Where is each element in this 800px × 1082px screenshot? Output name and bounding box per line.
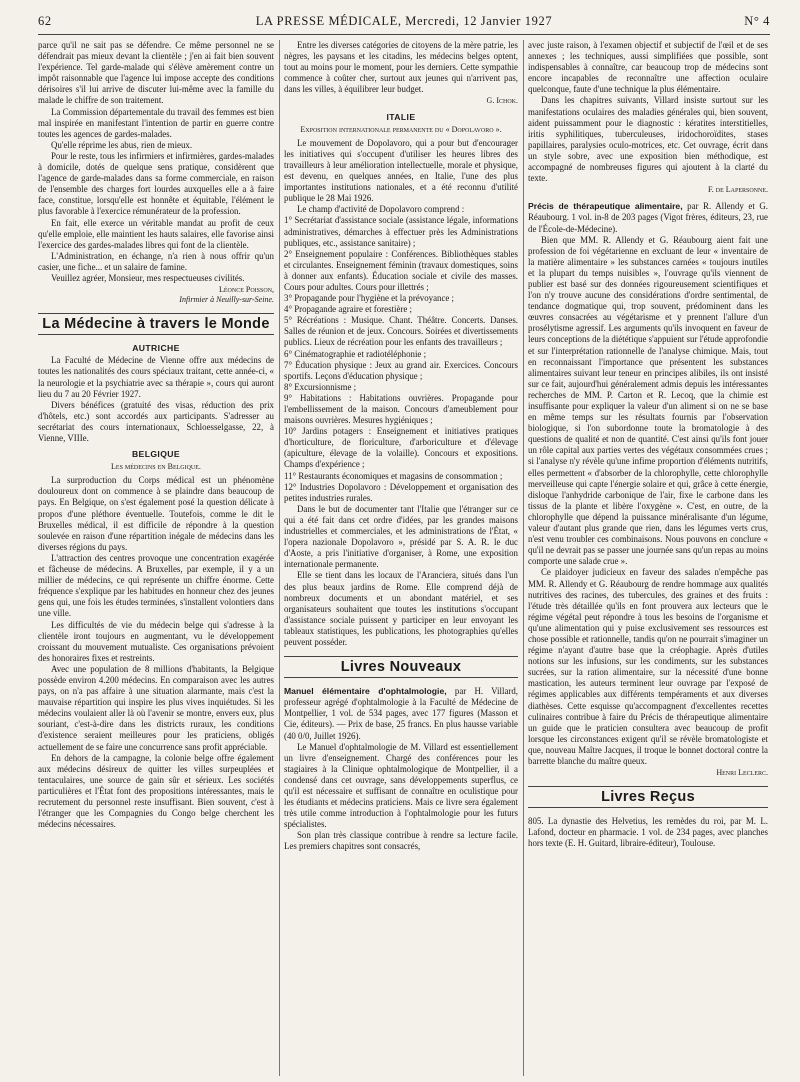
column-divider <box>523 40 524 1076</box>
paragraph: En dehors de la campagne, la colonie belge offre également aux médecins désireux de quitter les villes surpeuplées et tentaculaires, une source de gain sûr et sérieux. Les sociétés particulières et l'État font des propositions intéressantes, mais le recrutement du personnel reste insuffisant. Bien souvent, c'est à l'étranger que les Compagnies du Congo belge cherchent les médecins nécessaires. <box>38 752 274 830</box>
paragraph: Entre les diverses catégories de citoyens de la mère patrie, les nègres, les paysans et les citadins, les médecins belges optent, tout au moins pour le moment, pour les derniers. Cette sympathie commence à coûter cher, surtout aux jeunes qui n'arrivent pas, dans les villes, à équilibrer leur budget. <box>284 40 518 95</box>
list-item: 6° Cinématographie et radiotéléphonie ; <box>284 348 427 359</box>
paragraph: Qu'elle réprime les abus, rien de mieux. <box>51 139 193 150</box>
book-title: Précis de thérapeutique alimentaire, <box>528 201 683 212</box>
issue-number: N° 4 <box>744 14 770 28</box>
book-entry <box>284 686 518 741</box>
page-number: 62 <box>38 14 52 28</box>
paragraph: La Commission départementale du travail des femmes est bien mal inspirée en manifestant l'intention de partir en guerre contre toutes les agences de gardes-malades. <box>38 106 274 139</box>
list-item: 1° Secrétariat d'assistance sociale (assistance légale, informations administratives, démarches à effectuer près les Administrations publiques, etc., assistance sanitaire) ; <box>284 215 518 248</box>
column-3 <box>528 40 768 1076</box>
list-item: 9° Habitations : Habitations ouvrières. Propagande pour l'embellissement de la maison. Concours d'ameublement pour maisons ouvrières. Mesures hygiéniques ; <box>284 392 518 426</box>
paragraph: L'attraction des centres provoque une concentration exagérée et fâcheuse de médecins. A Bruxelles, par exemple, il y a un millier de médecins, ce qui représente un chiffre énorme. Cette fréquence s'explique par les habitudes en honneur chez des jeunes gens qui, une fois les études terminées, s'installent volontiers dans une ville. <box>38 552 274 619</box>
paragraph: Bien que MM. R. Allendy et G. Réaubourg aient fait une profession de foi végétarienne en excluant de leur « inventaire de la matière alimentaire » les substances carnées « toujours inutiles et la plupart du temps nuisibles », l'ouvrage qu'ils viennent de publier est basé sur des données rigoureusement scientifiques et l'on n'y trouve aucune des considérations d'ordre sentimental, de tendance dogmatique qui, trop souvent, prédominent dans les œuvres consacrées au végétarisme et y prennent l'allure d'un prosélytisme agressif. Les arguments qu'ils invoquent en faveur de leurs conceptions de la diététique s'appuient sur l'étude approfondie et sur l'interprétation rationnelle de l'analyse chimique. Mais, tout en reconnaissant l'importance que présentent les substances alimentaires suivant leur teneur en principes alibiles, ils ont insisté sur ce fait, aujourd'hui généralement admis depuis les intéressantes recherches de MM. P. Carton et R. Lecoq, que la chimie est insuffisante pour expliquer la valeur d'un aliment si on ne se base en même temps sur les résultats fournis par l'observation biologique, si l'on subordonne toute la bromatologie à des questions de qualité et non de quantité. C'est ainsi qu'ils font jouer un rôle capital aux parties vertes des végétaux consommées crues ; si l'analyse n'y révèle qu'une infime proportion d'éléments nutritifs, elles permettent « d'absorber de la chlorophylle, cette chlorophylle merveilleuse qui capte l'énergie solaire et qui, grâce à cette énergie, disloque l'anhydride carbonique de l'air, fixe le carbone dans les tissus de la plante et libère l'oxygène ». C'est, en outre, de la chlorophylle que dépend la puissance minéralisante d'un légume, valeur d'autant plus grande que rien, dans les légumes verts crus, n'est venu troubler ces combinaisons. Nous pouvons en conclure « qu'il ne devrait pas se passer une journée sans qu'un repas au moins comporte une salade crue ». <box>528 234 768 567</box>
subheading: Les médecins en Belgique. <box>111 462 201 472</box>
paragraph: Veuillez agréer, Monsieur, mes respectueuses civilités. <box>51 272 245 283</box>
book-meta: par R. Allendy et G. Réaubourg. 1 vol. in-8 de 203 pages (Vigot frères, éditeurs, 23, rue de l'École-de-Médecine). <box>528 201 768 234</box>
paragraph: Elle se tient dans les locaux de l'Aranciera, situés dans l'un des plus beaux jardins de Rome. Elle comprend déjà de nombreux documents et un abondant matériel, et ses organisateurs souhaitent que toutes les institutions s'occupant d'assistance sociale puissent y participer en leur envoyant les tableaux statistiques, les publications, les photographies qu'elles peuvent posséder. <box>284 570 518 647</box>
country-heading-austria: AUTRICHE <box>132 343 180 354</box>
letter-signature-name: Léonce Poisson, <box>218 285 274 295</box>
book-meta: par H. Villard, professeur agrégé d'ophtalmologie à la Faculté de Médecine de Montpellier, 1 vol. de 534 pages, avec 177 figures (Masson et Cie, éditeurs). — Prix de base, 25 francs. En plus hausse variable (40 0/0, Juillet 1926). <box>284 686 518 741</box>
list-item: 2° Enseignement populaire : Conférences. Bibliothèques stables et circulantes. Enseignement féminin (travaux domestiques, soins à donner aux enfants). Éducation sociale et civile des masses. Cours pour adultes. Cours pour illettrés ; <box>284 248 518 292</box>
column-2 <box>284 40 518 1076</box>
list-item: 7° Éducation physique : Jeux au grand air. Exercices. Concours sportifs. Leçons d'éducation physique ; <box>284 359 518 381</box>
paragraph: Dans le but de documenter tant l'Italie que l'étranger sur ce qui a été fait dans cet ordre d'idées, par les grandes maisons industrielles et commerciales, et les administrations de l'État, « l'opera nazionale Dopolavoro », présidé par S. A. R. le duc d'Aoste, a pris l'initiative d'organiser, à Rome, une exposition internationale permanente. <box>284 503 518 570</box>
country-heading-italy: ITALIE <box>386 111 416 122</box>
paragraph: La Faculté de Médecine de Vienne offre aux médecins de toutes les nationalités des cours spéciaux traitant, cette année-ci, « la neurologie et la psychiatrie avec sa thérapie », cours qui auront lieu du 7 au 20 Février 1927. <box>38 355 274 399</box>
paragraph: L'Administration, en échange, n'a rien à nous offrir qu'un casier, une fiche... et un salaire de famine. <box>38 250 274 272</box>
signature: Henri Leclerc. <box>716 768 768 778</box>
section-title-new-books: Livres Nouveaux <box>284 656 518 678</box>
subheading: Exposition internationale permanente du « Dopolavoro ». <box>300 124 502 134</box>
paragraph: Le champ d'activité de Dopolavoro comprend : <box>297 204 465 215</box>
column-divider <box>279 40 280 1076</box>
paragraph: En fait, elle exerce un véritable mandat au profit de ceux qu'elle emploie, elle maintient les hauts salaires, elle favorise ainsi l'exercice des gardes-malades libres qui font de la clientèle. <box>38 217 274 250</box>
list-item: 5° Récréations : Musique. Chant. Théâtre. Concerts. Danses. Salles de réunion et de jeux. Concours. Soirées et divertissements publics. Lieux de récréation pour les enfants des travailleurs ; <box>284 315 518 348</box>
paragraph: Les difficultés de vie du médecin belge qui s'adresse à la clientèle iront toujours en augmentant, vu le développement croissant du mouvement mutualiste. Ces organisations prévoient des honoraires fixes et restreints. <box>38 619 274 663</box>
signature: G. Ichok. <box>486 96 518 106</box>
paragraph: Pour le reste, tous les infirmiers et infirmières, gardes-malades à domicile, dotés de quelque sens pratique, considèrent que l'agence de garde-malades dans sa forme commerciale, en raison de l'ensemble des charges fort lourdes auxquelles elle a à faire face, constitue, lorsqu'elle est honnête et équitable, l'élément le plus favorable à l'exercice rémunérateur de la profession. <box>38 150 274 217</box>
paragraph: La surproduction du Corps médical est un phénomène douloureux dont on commence à se plaindre dans beaucoup de pays. En Belgique, on s'est également posé la question délicate à propos d'une pléthore éventuelle. Toutefois, comme le dit le Bruxelles médical, il est difficile de répondre à la question soulevée en raison d'une répartition inégale de médecins dans les diverses régions du pays. <box>38 475 274 552</box>
list-item: 11° Restaurants économiques et magasins de consommation ; <box>284 470 503 481</box>
header-rule <box>38 34 770 35</box>
list-item: 10° Jardins potagers : Enseignement et initiatives pratiques d'horticulture, de floriculture, d'arboriculture et d'élevage (apiculture, élevage de la volaille). Concours et expositions. Champs d'expérience ; <box>284 426 518 470</box>
paragraph: Son plan très classique contribue à rendre sa lecture facile. Les premiers chapitres sont consacrés, <box>284 830 518 852</box>
list-item: 3° Propagande pour l'hygiène et la prévoyance ; <box>284 293 455 304</box>
signature: F. de Lapersonne. <box>707 185 768 195</box>
section-title-books-received: Livres Reçus <box>528 786 768 808</box>
journal-title: LA PRESSE MÉDICALE, Mercredi, 12 Janvier 1927 <box>255 14 553 28</box>
list-item: 4° Propagande agraire et forestière ; <box>284 304 412 315</box>
paragraph: Avec une population de 8 millions d'habitants, la Belgique possède environ 4.200 médecins. En comparaison avec les autres pays, on n'a pas affaire à une situation alarmante, mais c'est la mauvaise répartition qui inspire les plus vives inquiétudes. Si les médecins voulaient aller là où l'avenir se montre, envers eux, plus souriant, c'est-à-dire dans les districts ruraux, les conditions d'existence seraient meilleures pour les praticiens, obligés actuellement de se faire une concurrence sans profit appréciable. <box>38 663 274 752</box>
paragraph: parce qu'il ne sait pas se défendre. Ce même personnel ne se défendrait pas mieux devant la clientèle ; j'en ai fait bien souvent l'expérience. Tel garde-malade qui s'élève amèrement contre un impôt raisonnable que l'agence lui impose accepte des conditions dérisoires s'il lui arrive de discuter lui-même avec la famille du malade le chiffre de son traitement. <box>38 40 274 106</box>
section-title-medicine-world: La Médecine à travers le Monde <box>38 313 274 335</box>
country-heading-belgium: BELGIQUE <box>131 449 181 460</box>
running-header <box>38 14 770 32</box>
list-item: 8° Excursionnisme ; <box>284 381 357 392</box>
letter-signature-title: Infirmier à Neuilly-sur-Seine. <box>179 295 274 305</box>
paragraph: Divers bénéfices (gratuité des visas, réduction des prix d'hôtels, etc.) sont accordés aux participants. S'adresser au secrétariat des cours internationaux, Schloesselgasse, 22, à Vienne, VIIIe. <box>38 399 274 443</box>
list-item: 12° Industries Dopolavoro : Développement et organisation des petites industries rurales. <box>284 481 518 503</box>
paragraph: Le Manuel d'ophtalmologie de M. Villard est essentiellement un livre d'enseignement. Chargé des conférences pour les stagiaires à la Clinique ophtalmologique de Montpellier, il a condensé dans cet ouvrage, sans développements superflus, ce qu'il est nécessaire et suffisant de connaître en oculistique pour les étudiants et médecins praticiens. Mais ce livre sera également très utile comme introduction à l'ophtalmologie pour les futurs spécialistes. <box>284 741 518 830</box>
received-book-entry: 805. La dynastie des Helvetius, les remèdes du roi, par M. L. Lafond, docteur en pharmacie. 1 vol. de 234 pages, avec planches hors texte (E. H. Guitard, libraire-éditeur), Toulouse. <box>528 816 768 849</box>
paragraph: Le mouvement de Dopolavoro, qui a pour but d'encourager les initiatives qui s'occupent d'utiliser les heures libres des travailleurs à leur amélioration intellectuelle, morale et physique, est devenu, en quelques années, en Italie, l'une des plus importantes institutions nationales, et a été reconnu d'utilité publique le 28 Mai 1926. <box>284 137 518 204</box>
paragraph: avec juste raison, à l'examen objectif et subjectif de l'œil et de ses annexes ; les techniques, aussi simplifiées que possible, sont indispensables à connaître, car beaucoup trop de médecins sont encore incapables de reconnaître une affection oculaire quelconque, faute d'une technique la plus élémentaire. <box>528 40 768 95</box>
book-entry <box>528 201 768 234</box>
paragraph: Ce plaidoyer judicieux en faveur des salades n'empêche pas MM. R. Allendy et G. Réaubourg de rendre hommage aux qualités nutritives des racines, des tubercules, des graines et des fruits : l'étude très détaillée qu'ils en font prouvera aux lecteurs que le régime végétal peut répondre à tous les besoins de l'organisme et qu'une alimentation qui y puise exclusivement ses ressources est chose possible et rationnelle, tandis qu'on ne pourrait s'imaginer un régime n'ayant d'autre base que la créophagie. Après d'utiles notions sur les infusions, sur les condiments, sur les substances sucrées, sur la ration alimentaire, sur la nécessité d'une bonne mastication, les auteurs terminent leur ouvrage par l'exposé de régimes applicables aux différents tempéraments et aux diverses diathèses. Cette esquisse qu'accompagnent d'excellentes recettes culinaires contribue à faire du Précis de thérapeutique alimentaire un guide que le praticien consultera avec beaucoup de profit lorsque les circonstances exigent qu'il se révèle bromatologiste et que, nouveau Maître Jacques, il troque le bonnet doctoral contre la barrette blanche du maître queux. <box>528 567 768 766</box>
book-title: Manuel élémentaire d'ophtalmologie, <box>284 686 447 697</box>
paragraph: Dans les chapitres suivants, Villard insiste surtout sur les manifestations oculaires des maladies générales qui, bien souvent, aident puissamment pour le diagnostic : kératites interstitielles, iritis syphilitiques, tuberculeuses, iridochoroïdites, stases papillaires, paralysies oculo-motrices, etc. Cet ouvrage, écrit dans un style sobre, avec une exposition bien méthodique, est accompagné de nombreuses figures qui ajoutent à la clarté du texte. <box>528 95 768 184</box>
column-1 <box>38 40 274 1076</box>
